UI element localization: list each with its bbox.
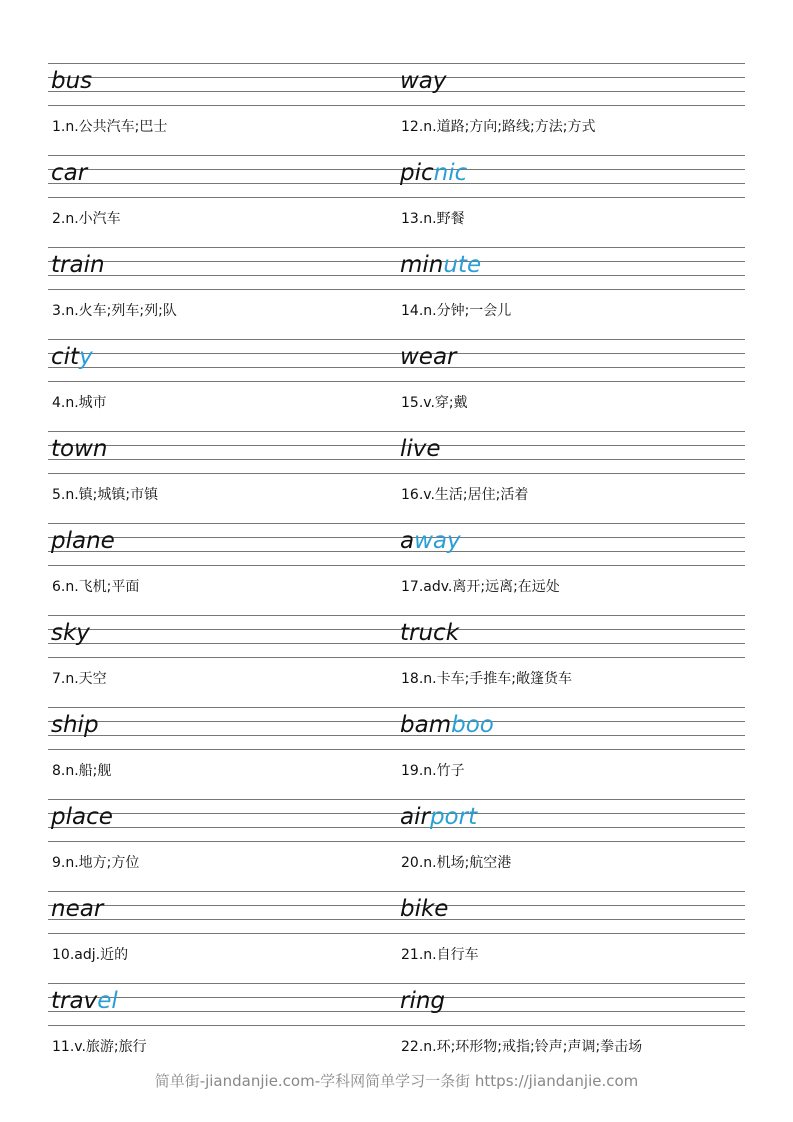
guide-line <box>48 813 745 814</box>
word-base: town <box>51 436 108 462</box>
word-highlight: boo <box>451 712 494 738</box>
word-base: plane <box>51 528 115 554</box>
guide-line <box>48 997 745 998</box>
word-base: wear <box>400 344 457 370</box>
guide-line <box>48 247 745 248</box>
guide-line <box>48 155 745 156</box>
word-definition: 14.n.分钟;一会儿 <box>401 303 512 319</box>
word-definition: 18.n.卡车;手推车;敞篷货车 <box>401 671 573 687</box>
word-highlight: el <box>97 988 118 1014</box>
word-base: pic <box>400 160 434 186</box>
guide-line <box>48 749 745 750</box>
guide-line <box>48 643 745 644</box>
word-definition: 17.adv.离开;远离;在远处 <box>401 579 560 595</box>
guide-line <box>48 841 745 842</box>
word-base: min <box>400 252 444 278</box>
word-definition: 5.n.镇;城镇;市镇 <box>52 487 159 503</box>
word-base: a <box>400 528 415 554</box>
guide-line <box>48 367 745 368</box>
word-definition: 19.n.竹子 <box>401 763 465 779</box>
vocab-word <box>400 618 459 648</box>
vocab-word <box>51 894 103 924</box>
guide-line <box>48 537 745 538</box>
guide-line <box>48 905 745 906</box>
vocab-row <box>0 707 793 799</box>
word-base: cit <box>51 344 80 370</box>
vocab-row <box>0 63 793 155</box>
vocab-word <box>400 710 494 740</box>
word-base: bike <box>400 896 449 922</box>
word-base: place <box>51 804 113 830</box>
guide-line <box>48 919 745 920</box>
word-definition: 9.n.地方;方位 <box>52 855 140 871</box>
vocab-word <box>51 342 93 372</box>
vocab-word <box>51 710 99 740</box>
guide-line <box>48 933 745 934</box>
vocab-row <box>0 615 793 707</box>
guide-line <box>48 431 745 432</box>
word-base: air <box>400 804 430 830</box>
guide-line <box>48 339 745 340</box>
vocab-row <box>0 523 793 615</box>
word-definition: 7.n.天空 <box>52 671 107 687</box>
vocab-word <box>51 250 105 280</box>
word-base: bus <box>51 68 93 94</box>
guide-line <box>48 891 745 892</box>
vocab-word <box>400 802 477 832</box>
word-definition: 1.n.公共汽车;巴士 <box>52 119 168 135</box>
word-definition: 15.v.穿;戴 <box>401 395 468 411</box>
guide-line <box>48 827 745 828</box>
guide-line <box>48 721 745 722</box>
guide-line <box>48 77 745 78</box>
vocab-row <box>0 983 793 1075</box>
vocab-word <box>51 986 118 1016</box>
vocab-word <box>400 434 441 464</box>
word-base: bam <box>400 712 452 738</box>
word-highlight: way <box>414 528 461 554</box>
guide-line <box>48 1025 745 1026</box>
guide-line <box>48 105 745 106</box>
vocab-word <box>51 66 92 96</box>
guide-line <box>48 275 745 276</box>
guide-line <box>48 799 745 800</box>
word-definition: 11.v.旅游;旅行 <box>52 1039 147 1055</box>
vocab-word <box>400 158 467 188</box>
word-definition: 13.n.野餐 <box>401 211 465 227</box>
vocab-word <box>51 434 107 464</box>
guide-line <box>48 91 745 92</box>
word-definition: 3.n.火车;列车;列;队 <box>52 303 177 319</box>
guide-line <box>48 1011 745 1012</box>
word-base: sky <box>51 620 90 646</box>
guide-line <box>48 615 745 616</box>
guide-line <box>48 169 745 170</box>
guide-line <box>48 289 745 290</box>
guide-line <box>48 523 745 524</box>
vocab-word <box>51 158 87 188</box>
vocab-word <box>400 342 457 372</box>
word-highlight: port <box>429 804 478 830</box>
guide-line <box>48 63 745 64</box>
guide-line <box>48 459 745 460</box>
vocab-word <box>400 250 481 280</box>
guide-line <box>48 629 745 630</box>
guide-line <box>48 735 745 736</box>
word-definition: 16.v.生活;居住;活着 <box>401 487 529 503</box>
vocab-row <box>0 799 793 891</box>
guide-line <box>48 473 745 474</box>
word-highlight: nic <box>433 160 468 186</box>
word-definition: 12.n.道路;方向;路线;方法;方式 <box>401 119 596 135</box>
guide-line <box>48 353 745 354</box>
word-definition: 20.n.机场;航空港 <box>401 855 512 871</box>
word-base: car <box>51 160 88 186</box>
word-base: ship <box>51 712 99 738</box>
word-base: trav <box>51 988 98 1014</box>
word-base: truck <box>400 620 460 646</box>
guide-line <box>48 565 745 566</box>
word-definition: 4.n.城市 <box>52 395 107 411</box>
vocab-word <box>400 66 447 96</box>
guide-line <box>48 983 745 984</box>
word-base: live <box>400 436 441 462</box>
word-definition: 21.n.自行车 <box>401 947 479 963</box>
word-definition: 22.n.环;环形物;戒指;铃声;声调;拳击场 <box>401 1039 643 1055</box>
vocab-word <box>400 894 448 924</box>
vocab-row <box>0 339 793 431</box>
vocab-word <box>51 618 90 648</box>
vocab-word <box>400 526 461 556</box>
word-definition: 6.n.飞机;平面 <box>52 579 140 595</box>
vocab-word <box>51 802 113 832</box>
vocab-row <box>0 155 793 247</box>
word-highlight: ute <box>443 252 482 278</box>
vocab-row <box>0 247 793 339</box>
vocab-row <box>0 891 793 983</box>
word-base: train <box>51 252 105 278</box>
word-base: way <box>400 68 447 94</box>
word-highlight: y <box>79 344 93 370</box>
word-definition: 10.adj.近的 <box>52 947 129 963</box>
vocab-word <box>51 526 115 556</box>
guide-line <box>48 657 745 658</box>
word-base: near <box>51 896 104 922</box>
guide-line <box>48 707 745 708</box>
guide-line <box>48 381 745 382</box>
guide-line <box>48 551 745 552</box>
word-base: ring <box>400 988 446 1014</box>
vocab-word <box>400 986 445 1016</box>
guide-line <box>48 445 745 446</box>
word-definition: 2.n.小汽车 <box>52 211 121 227</box>
footer-watermark: 简单街-jiandanjie.com-学科网简单学习一条街 https://jiandanjie.com <box>154 1072 639 1090</box>
guide-line <box>48 197 745 198</box>
word-definition: 8.n.船;舰 <box>52 763 112 779</box>
guide-line <box>48 183 745 184</box>
vocab-row <box>0 431 793 523</box>
guide-line <box>48 261 745 262</box>
